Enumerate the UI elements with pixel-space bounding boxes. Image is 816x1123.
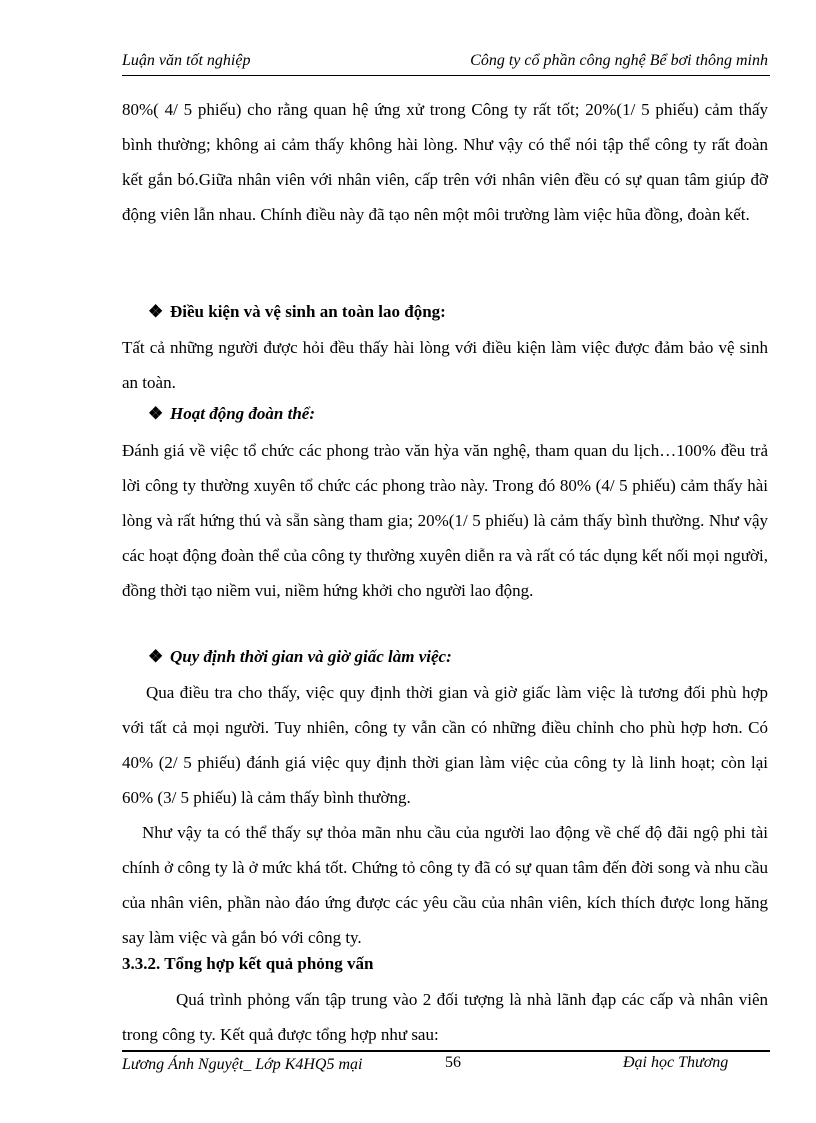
header-rule: [122, 75, 770, 76]
diamond-bullet-icon: ❖: [148, 404, 164, 423]
paragraph-relations: 80%( 4/ 5 phiếu) cho rằng quan hệ ứng xử trong Công ty rất tốt; 20%(1/ 5 phiếu) cảm thấy bình thường; không ai cảm thấy không hài lòng. Như vậy có thể nói tập thể công ty rất đoàn kết gắn bó.Giữa nhân viên với nhân viên, cấp trên với nhân viên đều có sự quan tâm giúp đỡ động viên lẫn nhau. Chính điều này đã tạo nên một môi trường làm việc hũa đồng, đoàn kết.: [122, 100, 768, 224]
footer-school: Đại học Thương: [623, 1054, 729, 1071]
paragraph-interview: Quá trình phỏng vấn tập trung vào 2 đối tượng là nhà lãnh đạp các cấp và nhân viên trong công ty. Kết quả được tổng hợp như sau:: [122, 990, 768, 1044]
paragraph-conclusion: Như vậy ta có thể thấy sự thỏa mãn nhu cầu của người lao động về chế độ đãi ngộ phi tài chính ở công ty là ở mức khá tốt. Chứng tỏ công ty đã có sự quan tâm đến đời song và nhu cầu của nhân viên, phần nào đáo ứng được các yêu cầu của nhân viên, kích thích được long hăng say làm việc và gắn bó với công ty.: [122, 823, 768, 947]
header-right: Công ty cổ phần công nghệ Bể bơi thông minh: [470, 52, 768, 69]
header-left: Luận văn tốt nghiệp: [122, 52, 251, 69]
heading-text: Quy định thời gian và giờ giấc làm việc:: [170, 647, 452, 666]
heading-working-time: [148, 647, 452, 667]
heading-safety: [148, 302, 446, 322]
paragraph-safety: Tất cả những người được hỏi đều thấy hài lòng với điều kiện làm việc được đảm bảo vệ sinh an toàn.: [122, 338, 768, 392]
paragraph-activities: Đánh giá về việc tổ chức các phong trào văn hỳa văn nghệ, tham quan du lịch…100% đều trả lời công ty thường xuyên tổ chức các phong trào này. Trong đó 80% (4/ 5 phiếu) cảm thấy hài lòng và rất hứng thú và sẵn sàng tham gia; 20%(1/ 5 phiếu) là cảm thấy bình thường. Như vậy các hoạt động đoàn thể của công ty thường xuyên diễn ra và rất có tác dụng kết nối mọi người, đồng thời tạo niềm vui, niềm hứng khởi cho người lao động.: [122, 441, 768, 600]
footer-author: Lương Ánh Nguyệt_ Lớp K4HQ5 mại: [122, 1056, 363, 1073]
diamond-bullet-icon: ❖: [148, 302, 164, 321]
heading-activities: [148, 404, 315, 424]
heading-text: Hoạt động đoàn thể:: [170, 404, 315, 423]
diamond-bullet-icon: ❖: [148, 647, 164, 666]
heading-text: Điều kiện và vệ sinh an toàn lao động:: [170, 302, 446, 321]
footer-rule: [122, 1050, 770, 1052]
section-heading: 3.3.2. Tổng hợp kết quả phỏng vấn: [122, 954, 374, 973]
paragraph-working-time: Qua điều tra cho thấy, việc quy định thời gian và giờ giấc làm việc là tương đối phù hợp với tất cả mọi người. Tuy nhiên, công ty vẫn cần có những điều chỉnh cho phù hợp hơn. Có 40% (2/ 5 phiếu) đánh giá việc quy định thời gian làm việc của công ty là linh hoạt; còn lại 60% (3/ 5 phiếu) là cảm thấy bình thường.: [122, 683, 768, 807]
page-number: 56: [445, 1054, 461, 1071]
page-header: [122, 50, 768, 74]
